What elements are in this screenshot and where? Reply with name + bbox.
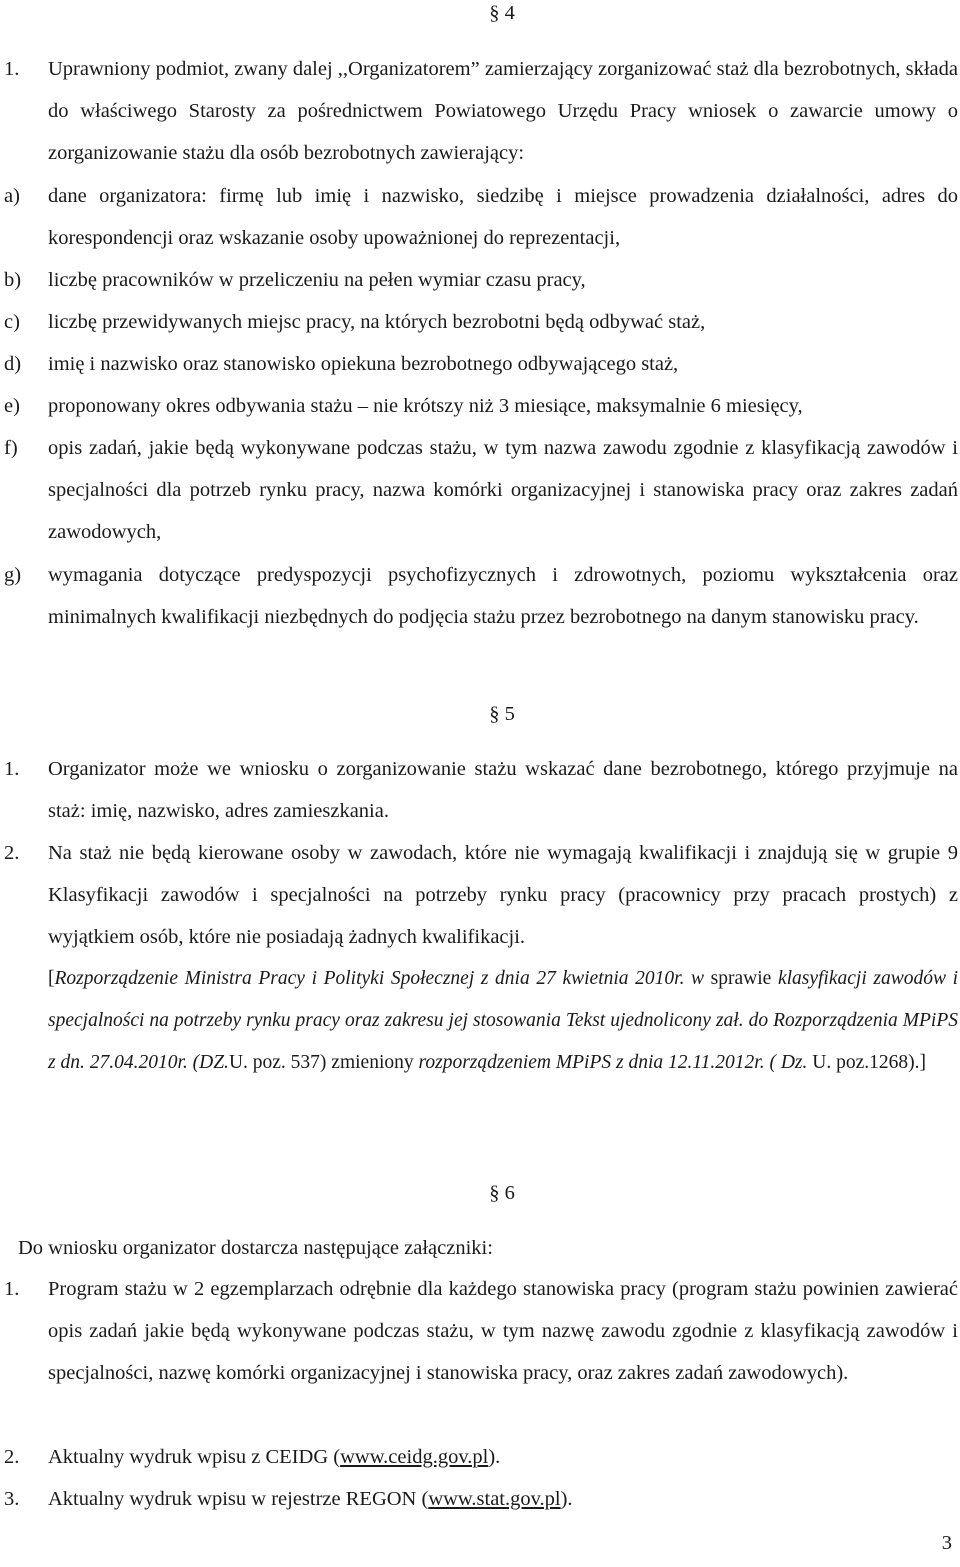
section-heading-5: § 5	[489, 703, 515, 725]
list-item-label: d)	[4, 353, 22, 375]
section-heading-4: § 4	[489, 2, 515, 24]
page-number: 3	[941, 1532, 952, 1554]
list-item-text: Aktualny wydruk wpisu w rejestrze REGON (www.stat.gov.pl).	[48, 1488, 573, 1510]
list-item-label: e)	[4, 395, 20, 417]
list-item-label: 1.	[4, 1278, 20, 1300]
list-item-text: liczbę przewidywanych miejsc pracy, na których bezrobotni będą odbywać staż,	[48, 311, 706, 333]
paragraph-text: Organizator może we wniosku o zorganizowanie stażu wskazać dane bezrobotnego, którego przyjmuje na staż: imię, nazwisko, adres zamieszkania.	[48, 758, 958, 822]
list-item-text: wymagania dotyczące predyspozycji psychofizycznych i zdrowotnych, poziomu wykształcenia oraz minimalnych kwalifikacji niezbędnych do podjęcia stażu przez bezrobotnego na danym stanowisku pracy.	[48, 564, 958, 628]
ceidg-link[interactable]: www.ceidg.gov.pl	[340, 1446, 489, 1468]
list-item-label: c)	[4, 311, 20, 333]
list-item-text: Program stażu w 2 egzemplarzach odrębnie dla każdego stanowiska pracy (program stażu powinien zawierać opis zadań jakie będą wykonywane podczas stażu, w tym nazwę zawodu zgodnie z klasyfikacją zawodów i specjalności, nazwę komórki organizacyjnej i stanowiska pracy, oraz zakres zadań zawodowych).	[48, 1278, 958, 1384]
list-item-text: dane organizatora: firmę lub imię i nazwisko, siedzibę i miejsce prowadzenia działalności, adres do korespondencji oraz wskazanie osoby upoważnionej do reprezentacji,	[48, 185, 958, 249]
attachments-intro: Do wniosku organizator dostarcza następujące załączniki:	[18, 1237, 493, 1259]
paragraph-text: Na staż nie będą kierowane osoby w zawodach, które nie wymagają kwalifikacji i znajdują się w grupie 9 Klasyfikacji zawodów i specjalności na potrzeby rynku pracy (pracownicy przy pracach prostych) z wyjątkiem osób, które nie posiadają żadnych kwalifikacji.	[48, 842, 958, 948]
list-item-text: opis zadań, jakie będą wykonywane podczas stażu, w tym nazwa zawodu zgodnie z klasyfikacją zawodów i specjalności dla potrzeb rynku pracy, nazwa komórki organizacyjnej i stanowiska pracy oraz zakres zadań zawodowych,	[48, 437, 958, 543]
list-item-label: 3.	[4, 1488, 20, 1510]
regon-link[interactable]: www.stat.gov.pl	[428, 1488, 561, 1510]
list-item-text: Aktualny wydruk wpisu z CEIDG (www.ceidg.gov.pl).	[48, 1446, 501, 1468]
list-item-label: g)	[4, 564, 22, 586]
paragraph-text: Uprawniony podmiot, zwany dalej ,,Organizatorem” zamierzający zorganizować staż dla bezrobotnych, składa do właściwego Starosty za pośrednictwem Powiatowego Urzędu Pracy wniosek o zawarcie umowy o zorganizowanie stażu dla osób bezrobotnych zawierający:	[48, 58, 958, 164]
paragraph-label: 1.	[4, 758, 20, 780]
list-item-text: liczbę pracowników w przeliczeniu na pełen wymiar czasu pracy,	[48, 269, 586, 291]
section-heading-6: § 6	[489, 1182, 515, 1204]
list-item-text: imię i nazwisko oraz stanowisko opiekuna bezrobotnego odbywającego staż,	[48, 353, 679, 375]
list-item-label: a)	[4, 185, 20, 207]
paragraph-label: 2.	[4, 842, 20, 864]
list-item-label: f)	[4, 437, 18, 459]
list-item-label: b)	[4, 269, 22, 291]
paragraph-label: 1.	[4, 58, 20, 80]
list-item-label: 2.	[4, 1446, 20, 1468]
legal-reference-text: [Rozporządzenie Ministra Pracy i Polityki Społecznej z dnia 27 kwietnia 2010r. w sprawie klasyfikacji zawodów i specjalności na potrzeby rynku pracy oraz zakresu jej stosowania Tekst ujednolicony zał. do Rozporządzenia MPiPS z dn. 27.04.2010r. (DZ.U. poz. 537) zmieniony rozporządzeniem MPiPS z dnia 12.11.2012r. ( Dz. U. poz.1268).]	[48, 968, 958, 1073]
list-item-text: proponowany okres odbywania stażu – nie krótszy niż 3 miesiące, maksymalnie 6 miesięcy,	[48, 395, 803, 417]
